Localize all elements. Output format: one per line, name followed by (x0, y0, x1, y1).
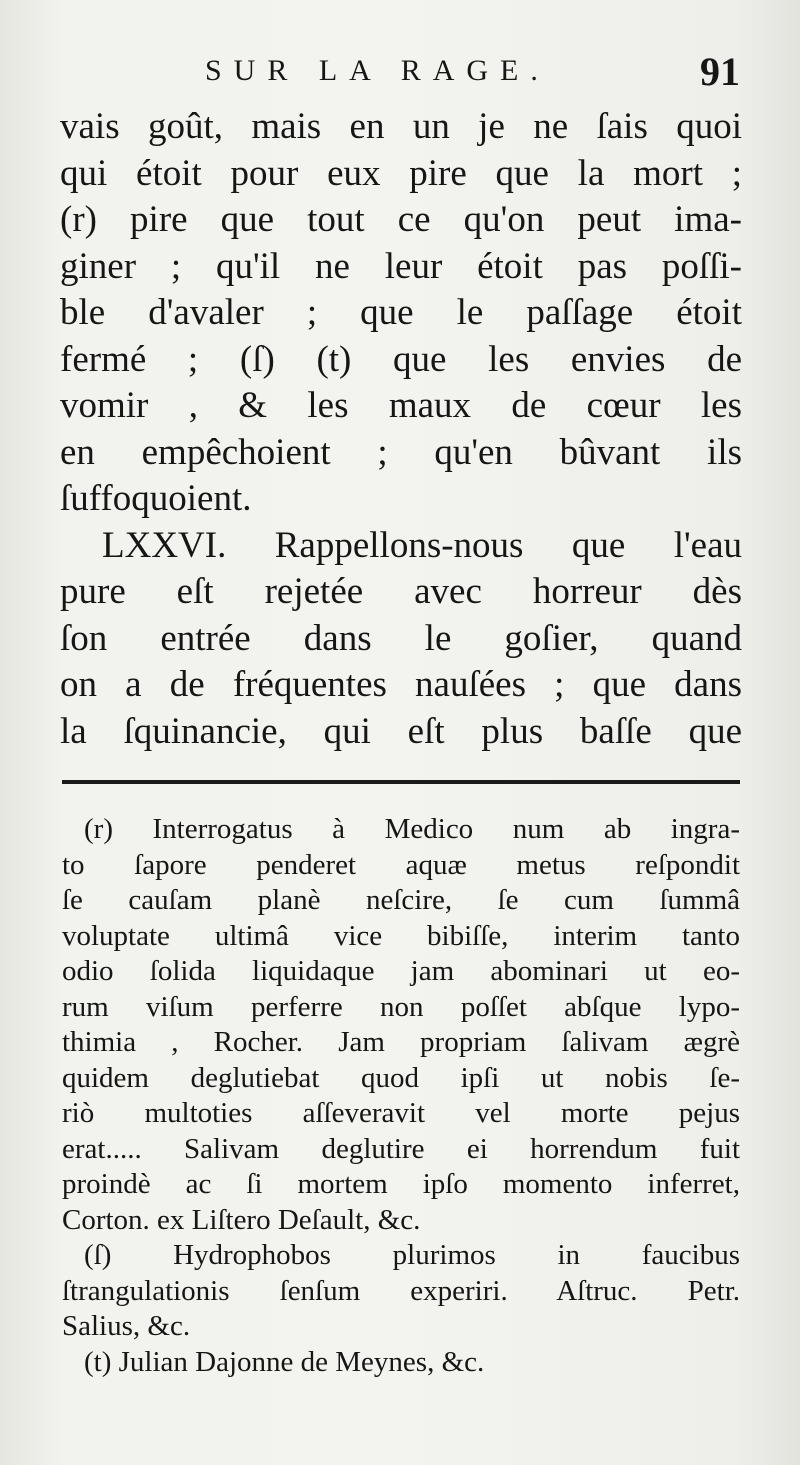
text-line: ſon entrée dans le goſier, quand (60, 617, 742, 659)
footnote-line: quidem deglutiebat quod ipſi ut nobis ſe- (62, 1061, 740, 1094)
text-line: LXXVI. Rappellons-nous que l'eau (102, 524, 742, 566)
footnote-line: rum viſum perferre non poſſet abſque lypo- (62, 990, 740, 1023)
page-number: 91 (700, 49, 740, 94)
footnote-line: (ſ) Hydrophobos plurimos in faucibus (84, 1239, 740, 1271)
footnotes (62, 812, 740, 1380)
text-line: en empêchoient ; qu'en bûvant ils (60, 431, 742, 473)
text-line: pure eſt rejetée avec horreur dès (60, 571, 742, 612)
text-line: vais goût, mais en un je ne ſais quoi (60, 106, 742, 147)
footnote-line: (r) Interrogatus à Medico num ab ingra- (84, 813, 740, 845)
footnote-line: odio ſolida liquidaque jam abominari ut eo- (62, 955, 740, 987)
footnote-line: to ſapore penderet aquæ metus reſpondit (62, 848, 740, 881)
running-head: SUR LA RAGE. (205, 54, 550, 87)
footnote-line: voluptate ultimâ vice bibiſſe, interim tanto (62, 919, 740, 952)
footnote-line: Salius, &c. (62, 1310, 191, 1342)
text-line: on a de fréquentes nauſées ; que dans (60, 664, 742, 705)
footnote-line: erat..... Salivam deglutire ei horrendum fuit (62, 1132, 740, 1165)
footnote-separator-rule (62, 780, 740, 784)
text-line: ble d'avaler ; que le paſſage étoit (60, 292, 742, 333)
footnote-line: (t) Julian Dajonne de Meynes, &c. (84, 1345, 485, 1378)
text-line: ſuffoquoient. (60, 478, 252, 519)
footnote-line: riò multoties aſſeveravit vel morte pejus (62, 1097, 740, 1129)
footnote-line: proindè ac ſi mortem ipſo momento inferret, (62, 1168, 740, 1200)
text-line: fermé ; (ſ) (t) que les envies de (60, 338, 742, 380)
text-line: vomir , & les maux de cœur les (60, 385, 742, 426)
footnote-line: ſtrangulationis ſenſum experiri. Aſtruc. Petr. (62, 1274, 740, 1307)
text-line: giner ; qu'il ne leur étoit pas poſſi- (60, 245, 742, 287)
text-line: la ſquinancie, qui eſt plus baſſe que (60, 710, 742, 752)
main-text (60, 104, 742, 755)
text-line: (r) pire que tout ce qu'on peut ima- (60, 199, 742, 240)
footnote-line: Corton. ex Liſtero Deſault, &c. (62, 1203, 421, 1236)
footnote-line: ſe cauſam planè neſcire, ſe cum ſummâ (62, 884, 740, 916)
text-line: qui étoit pour eux pire que la mort ; (60, 152, 742, 194)
page-header (60, 49, 740, 104)
footnote-line: thimia , Rocher. Jam propriam ſalivam ægrè (62, 1026, 740, 1058)
